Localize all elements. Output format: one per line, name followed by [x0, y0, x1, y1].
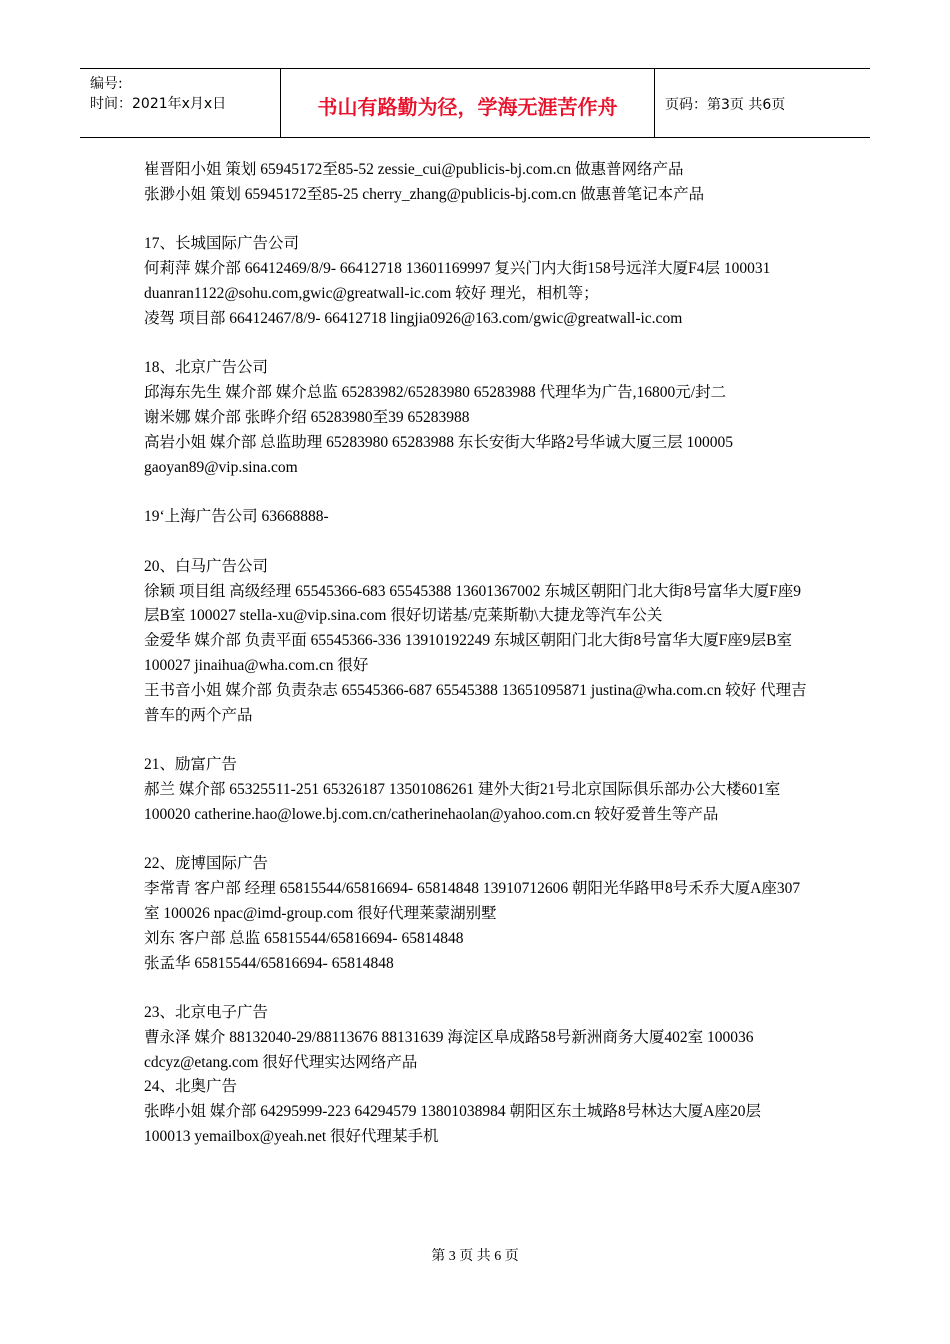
entry-line: 崔晋阳小姐 策划 65945172至85-52 zessie_cui@publicis-bj.com.cn 做惠普网络产品 — [144, 161, 684, 178]
header-left-cell — [80, 69, 281, 137]
entry-line: 凌驾 项目部 66412467/8/9- 66412718 lingjia0926@163.com/gwic@greatwall-ic.com — [144, 309, 683, 327]
contact-entry — [144, 505, 810, 530]
document-time-label: 时间：2021年x月x日 — [90, 96, 227, 112]
document-body — [144, 158, 810, 1175]
entry-line: 张孟华 65815544/65816694- 65814848 — [144, 954, 394, 972]
entry-line: 高岩小姐 媒介部 总监助理 65283980 65283988 东长安街大华路2号华诚大厦三层 100005 gaoyan89@vip.sina.com — [144, 433, 734, 476]
page-footer: 第 3 页 共 6 页 — [431, 1249, 519, 1264]
entry-line: 张晔小姐 媒介部 64295999-223 64294579 13801038984 朝阳区东土城路8号林达大厦A座20层 100013 yemailbox@yeah.net 很好代理某手机 — [144, 1103, 761, 1146]
contact-entry — [144, 356, 810, 480]
entry-line: 张渺小姐 策划 65945172至85-25 cherry_zhang@publicis-bj.com.cn 做惠普笔记本产品 — [144, 185, 705, 203]
header-motto-cell — [281, 69, 655, 137]
entry-line: 邱海东先生 媒介部 媒介总监 65283982/65283980 65283988 代理华为广告,16800元/封二 — [144, 384, 727, 402]
entry-line: 何莉萍 媒介部 66412469/8/9- 66412718 13601169997 复兴门内大街158号远洋大厦F4层 100031 duanran1122@sohu.com,gwic@greatwall-ic.com 较好 理光，相机等； — [144, 260, 771, 302]
entry-line: 郝兰 媒介部 65325511-251 65326187 13501086261 建外大街21号北京国际俱乐部办公大楼601室 100020 catherine.hao@lowe.bj.com.cn/catherinehaolan@yahoo.com.cn 较好爱普生等产品 — [144, 780, 781, 823]
entry-line: 21、励富广告 — [144, 756, 238, 774]
header-page-cell — [655, 69, 870, 137]
contact-entry — [144, 753, 810, 827]
entry-line: 24、北奥广告 — [144, 1078, 238, 1096]
entry-line: 17、长城国际广告公司 — [144, 235, 300, 253]
header-motto: 书山有路勤为径，学海无涯苦作舟 — [317, 95, 618, 119]
contact-entry — [144, 555, 810, 729]
entry-line: 19‘上海广告公司 63668888- — [144, 508, 329, 526]
entry-line: 刘东 客户部 总监 65815544/65816694- 65814848 — [144, 929, 464, 947]
entry-line: 曹永泽 媒介 88132040-29/88113676 88131639 海淀区阜成路58号新洲商务大厦402室 100036 cdcyz@etang.com 很好代理实达网络产品 — [144, 1028, 754, 1071]
contact-entry — [144, 852, 810, 976]
entry-line: 李常青 客户部 经理 65815544/65816694- 65814848 13910712606 朝阳光华路甲8号禾乔大厦A座307室 100026 npac@imd-group.com 很好代理莱蒙湖别墅 — [144, 880, 801, 922]
entry-line: 18、北京广告公司 — [144, 359, 269, 377]
entry-line: 23、北京电子广告 — [144, 1004, 269, 1022]
header-page-code: 页码：第3页 共6页 — [665, 97, 786, 113]
page-header — [80, 68, 870, 138]
contact-entry — [144, 232, 810, 331]
entry-line: 王书音小姐 媒介部 负责杂志 65545366-687 65545388 13651095871 justina@wha.com.cn 较好 代理吉普车的两个产品 — [144, 681, 807, 724]
document-number-label: 编号: — [90, 76, 123, 92]
entry-line: 金爱华 媒介部 负责平面 65545366-336 13910192249 东城区朝阳门北大街8号富华大厦F座9层B室 100027 jinaihua@wha.com.cn 很好 — [144, 632, 792, 674]
entry-line: 20、白马广告公司 — [144, 557, 269, 575]
entry-line: 徐颖 项目组 高级经理 65545366-683 65545388 13601367002 东城区朝阳门北大街8号富华大厦F座9层B室 100027 stella-xu@vip.sina.com 很好切诺基/克莱斯勒\大捷龙等汽车公关 — [144, 582, 802, 625]
contact-entry — [144, 1001, 810, 1150]
entry-line: 22、庞博国际广告 — [144, 855, 269, 873]
entry-line: 谢米娜 媒介部 张晔介绍 65283980至39 65283988 — [144, 408, 470, 426]
contact-entry — [144, 158, 810, 208]
